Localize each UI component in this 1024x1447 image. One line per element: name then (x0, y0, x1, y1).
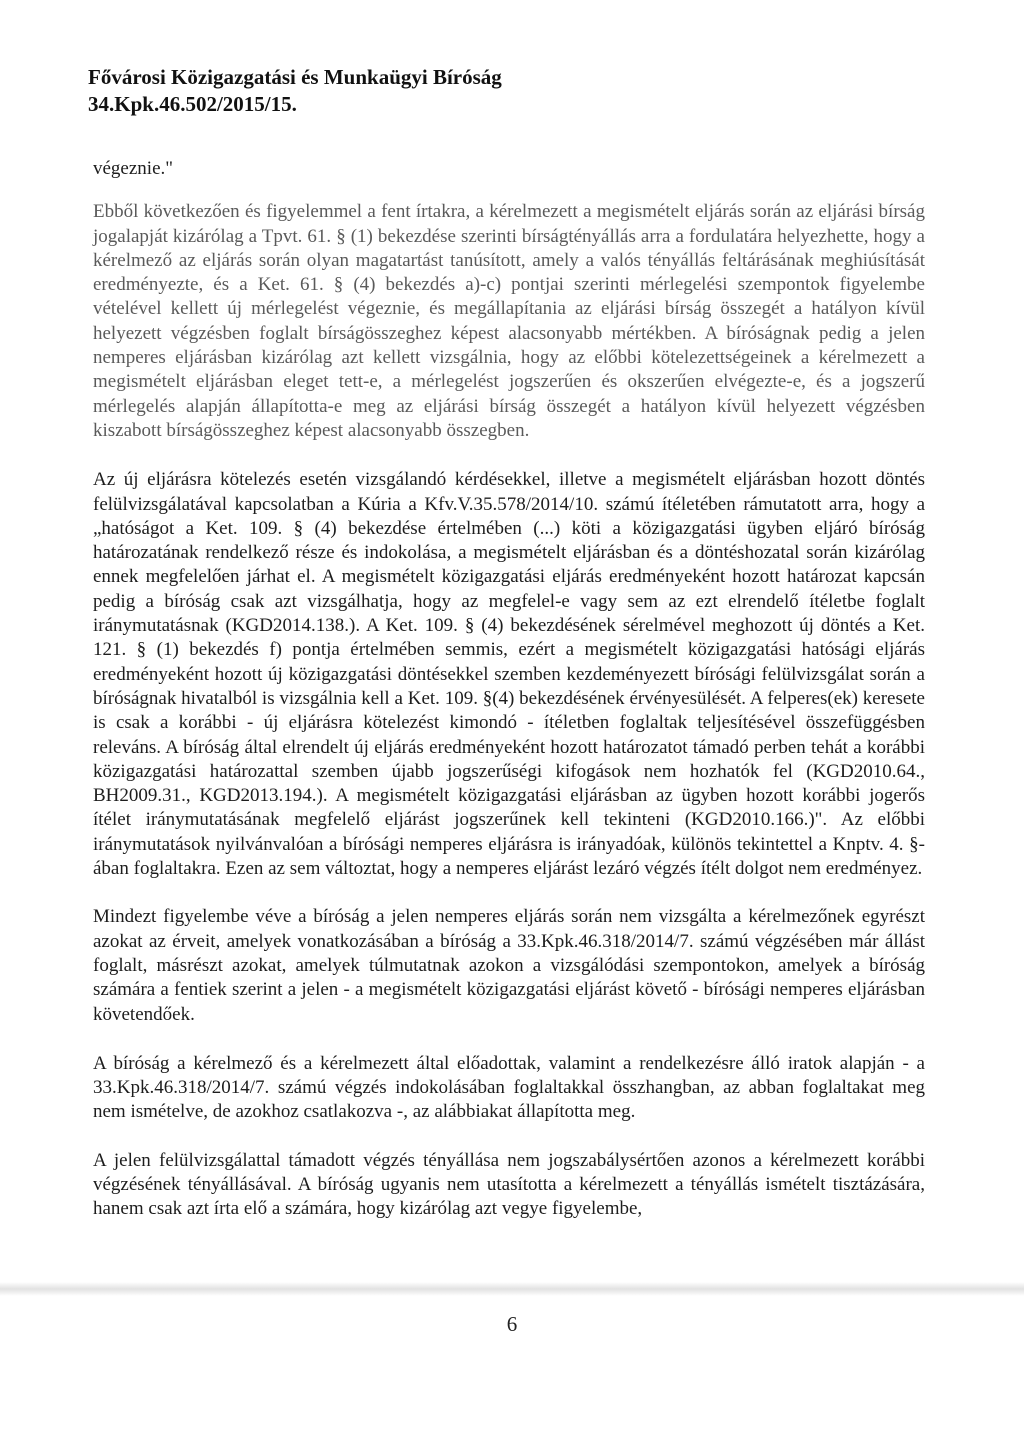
paragraph-continuation: végeznie." (93, 158, 174, 179)
case-number: 34.Kpk.46.502/2015/15. (88, 92, 297, 116)
paragraph: Mindezt figyelembe véve a bíróság a jelen nemperes eljárás során nem vizsgálta a kérelmezőnek egyrészt azokat az érveit, amelyek vonatkozásában a bíróság a 33.Kpk.46.318/2014/7. számú végzésében már állást foglalt, másrészt azokat, amelyek túlmutatnak azokon a vizsgálódási szempontokon, amelyek a bíróság számára a fentiek szerint a jelen - a megismételt közigazgatási eljárást követő - bírósági nemperes eljárásban követendőek. (93, 906, 925, 1025)
court-name: Fővárosi Közigazgatási és Munkaügyi Bíróság (88, 65, 502, 89)
paragraph: A jelen felülvizsgálattal támadott végzés tényállása nem jogszabálysértően azonos a kérelmezett korábbi végzésének tényállásával. A bíróság ugyanis nem utasította a kérelmezett a tényállás ismételt tisztázására, hanem csak azt írta elő a számára, hogy kizárólag azt vegye figyelembe, (93, 1149, 925, 1220)
paragraph: A bíróság a kérelmező és a kérelmezett által előadottak, valamint a rendelkezésre álló iratok alapján - a 33.Kpk.46.318/2014/7. számú végzés indokolásában foglaltakkal összhangban, az abban foglaltakat meg nem ismételve, de azokhoz csatlakozva -, az alábbiakat állapította meg. (93, 1052, 925, 1123)
document-header (88, 64, 502, 118)
paragraph: Ebből következően és figyelemmel a fent írtakra, a kérelmezett a megismételt eljárás során az eljárási bírság jogalapját kizárólag a Tpvt. 61. § (1) bekezdése szerinti bírságtényállás arra a fordulatára helyezhette, hogy a kérelmező az eljárás során olyan magatartást tanúsított, amely a valós tényállás feltárásának meghiúsítását eredményezte, és a Ket. 61. § (4) bekezdés a)-c) pontjai szerinti mérlegelési szempontok figyelembe vételével kellett új mérlegelést végeznie, és megállapítania az eljárási bírság összegét a hatályon kívül helyezett végzésben foglalt bírságösszeghez képest alacsonyabb mértékben. A bíróságnak pedig a jelen nemperes eljárásban kizárólag azt kellett vizsgálnia, hogy az előbbi kötelezettségeinek a kérelmezett a megismételt eljárásban eleget tett-e, a mérlegelést jogszerűen és okszerűen elvégezte-e, és a jogszerű mérlegelés alapján állapította-e meg az eljárási bírság összegét a hatályon kívül helyezett végzésben kiszabott bírságösszeghez képest alacsonyabb összegben. (93, 201, 925, 441)
scan-artifact (0, 1282, 1024, 1296)
page-number: 6 (506, 1312, 518, 1336)
document-body (93, 157, 925, 1247)
paragraph: Az új eljárásra kötelezés esetén vizsgálandó kérdésekkel, illetve a megismételt eljárásban hozott döntés felülvizsgálatával kapcsolatban a Kúria a Kfv.V.35.578/2014/10. számú ítéletében rámutatott arra, hogy a „hatóságot a Ket. 109. § (4) bekezdése értelmében (...) köti a közigazgatási ügyben eljáró bíróság határozatának rendelkező része és indokolása, a megismételt eljárásban és a döntéshozatal során kizárólag ennek megfelelően járhat el. A megismételt közigazgatási eljárás eredményeként hozott határozat kapcsán pedig a bíróság csak azt vizsgálhatja, hogy az megfelel-e vagy sem az ezt elrendelő ítéletbe foglalt iránymutatásnak (KGD2014.138.). A Ket. 109. § (4) bekezdésének sérelmével meghozott új döntés a Ket. 121. § (1) bekezdés f) pontja értelmében semmis, ezért a megismételt közigazgatási hatósági eljárás eredményeként hozott új közigazgatási döntésekkel szemben kezdeményezett bírósági felülvizsgálat során a bíróságnak hivatalból is vizsgálnia kell a Ket. 109. §(4) bekezdésének érvényesülését. A felperes(ek) keresete is csak a korábbi - új eljárásra kötelezést kimondó - ítéletben foglaltak teljesítésével összefüggésben releváns. A bíróság által elrendelt új eljárás eredményeként hozott határozatot támadó perben tehát a korábbi közigazgatási határozattal szemben újabb jogszerűségi kifogások nem hozhatók fel (KGD2010.64., BH2009.31., KGD2013.194.). A megismételt közigazgatási eljárásban az ügyben hozott korábbi jogerős ítélet iránymutatásának megfelelő eljárást jogszerűnek kell tekinteni (KGD2010.166.)". Az előbbi iránymutatások nyilvánvalóan a bírósági nemperes eljárásra is irányadóak, különös tekintettel a Knptv. 4. §-ában foglaltakra. Ezen az sem változtat, hogy a nemperes eljárást lezáró végzés ítélt dolgot nem eredményez. (93, 469, 925, 880)
